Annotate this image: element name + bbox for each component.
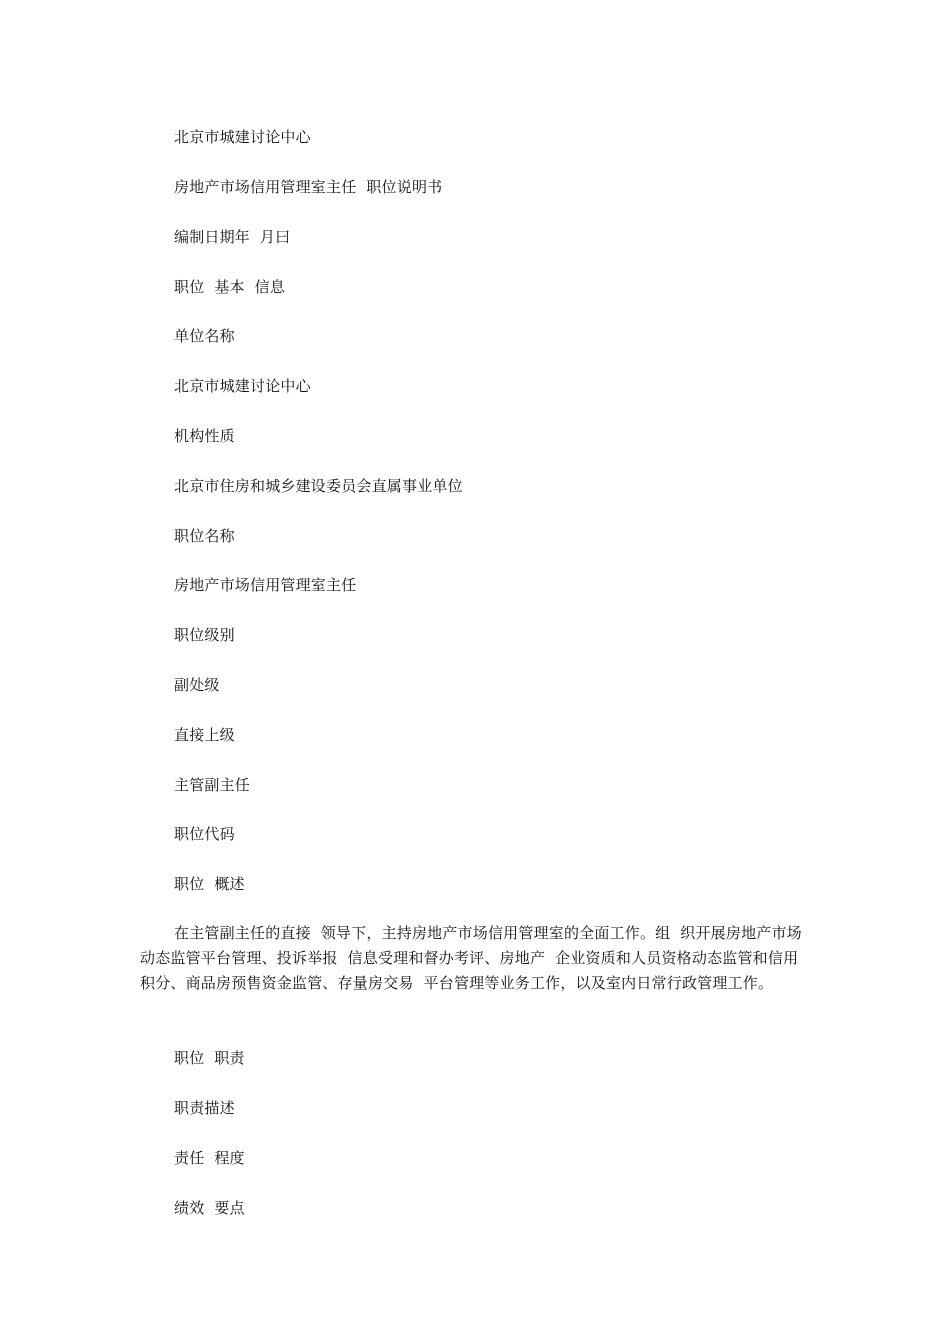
field-position-code-label: 职位代码 xyxy=(174,825,235,843)
doc-title: 房地产市场信用管理室主任 职位说明书 xyxy=(174,178,443,196)
field-position-name-value: 房地产市场信用管理室主任 xyxy=(174,576,357,594)
section-overview: 职位 概述 xyxy=(174,875,245,893)
field-position-name-label: 职位名称 xyxy=(174,527,235,545)
duty-description-label: 职责描述 xyxy=(174,1099,235,1117)
section-basic-info: 职位 基本 信息 xyxy=(174,278,286,296)
field-position-level-value: 副处级 xyxy=(174,676,220,694)
org-name-header: 北京市城建讨论中心 xyxy=(174,128,311,146)
field-unit-name-label: 单位名称 xyxy=(174,327,235,345)
responsibility-degree-label: 责任 程度 xyxy=(174,1149,245,1167)
field-org-nature-label: 机构性质 xyxy=(174,427,235,445)
field-supervisor-value: 主管副主任 xyxy=(174,776,251,794)
field-position-level-label: 职位级别 xyxy=(174,626,235,644)
section-duties: 职位 职责 xyxy=(174,1049,245,1067)
compile-date: 编制日期年 月曰 xyxy=(174,228,291,246)
performance-points-label: 绩效 要点 xyxy=(174,1199,245,1217)
field-supervisor-label: 直接上级 xyxy=(174,726,235,744)
overview-paragraph: 在主管副主任的直接 领导下，主持房地产市场信用管理室的全面工作。组 织开展房地产市场动态监管平台管理、投诉举报 信息受理和督办考评、房地产 企业资质和人员资格动态监管和信用积分、商品房预售资金监管、存量房交易 平台管理等业务工作，以及室内日常行政管理工作。 xyxy=(140,924,802,992)
field-org-nature-value: 北京市住房和城乡建设委员会直属事业单位 xyxy=(174,477,463,495)
field-unit-name-value: 北京市城建讨论中心 xyxy=(174,377,311,395)
